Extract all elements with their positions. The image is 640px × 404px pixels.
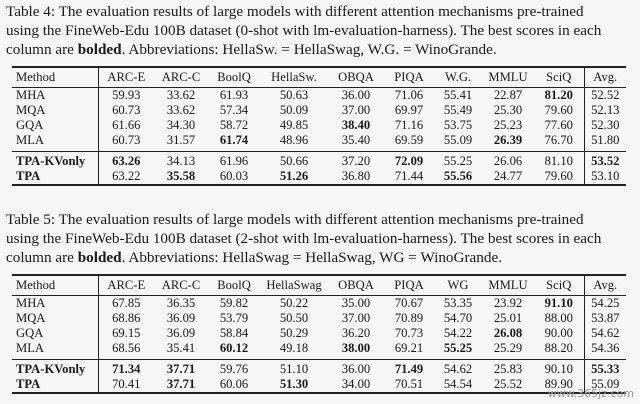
score-cell: 61.93 — [219, 88, 249, 102]
score-cell: 69.59 — [394, 133, 424, 147]
score-cell: 70.89 — [394, 311, 424, 325]
score-cell: 79.60 — [544, 103, 573, 117]
score-cell: 71.49 — [384, 360, 434, 378]
caption-line: using the FineWeb-Edu 100B dataset (2-shot with lm-evaluation-harness). The best scores in each — [6, 230, 602, 247]
score-cell: 54.70 — [443, 311, 473, 325]
score-cell: 33.62 — [166, 88, 196, 102]
score-cell: 53.79 — [219, 311, 249, 325]
method-name: TPA-KVonly — [12, 360, 98, 378]
score-cell: 60.03 — [208, 169, 260, 185]
caption-line: using the FineWeb-Edu 100B dataset (0-shot with lm-evaluation-harness). The best scores in each — [6, 22, 602, 39]
score-cell: 58.84 — [219, 326, 249, 340]
score-cell: 77.60 — [544, 118, 573, 132]
score-cell: 57.34 — [219, 103, 249, 117]
score-cell: 37.00 — [341, 103, 371, 117]
column-header: BoolQ — [217, 278, 251, 292]
score-cell: 68.86 — [98, 311, 154, 326]
score-cell: 35.41 — [166, 341, 196, 355]
score-cell: 88.20 — [544, 341, 573, 355]
score-cell: 69.97 — [394, 103, 424, 117]
column-header: ARC-E — [98, 67, 154, 88]
score-cell: 58.72 — [219, 118, 249, 132]
score-cell: 59.93 — [98, 88, 154, 104]
score-cell: 37.71 — [154, 360, 208, 378]
score-cell: 60.73 — [98, 103, 154, 118]
score-cell: 25.30 — [493, 103, 523, 117]
score-cell: 37.20 — [328, 152, 384, 170]
score-cell: 34.00 — [328, 377, 384, 393]
score-cell: 50.09 — [279, 103, 309, 117]
score-cell: 67.85 — [98, 296, 154, 312]
score-cell: 70.67 — [394, 296, 424, 310]
score-cell: 68.56 — [98, 341, 154, 360]
score-cell: 54.54 — [434, 377, 482, 393]
score-cell: 26.06 — [482, 152, 534, 170]
score-cell: 35.58 — [154, 169, 208, 185]
score-cell: 81.20 — [544, 88, 573, 102]
score-cell: 37.00 — [341, 311, 371, 325]
table-row — [12, 152, 626, 170]
score-cell: 61.74 — [219, 133, 249, 147]
score-cell: 54.36 — [584, 341, 626, 360]
score-cell: 50.66 — [260, 152, 328, 170]
score-cell: 63.22 — [98, 169, 154, 185]
table-row — [12, 311, 626, 326]
score-cell: 52.30 — [584, 118, 626, 133]
score-cell: 76.70 — [544, 133, 573, 147]
table-row — [12, 360, 626, 378]
column-header: ARC-C — [161, 278, 201, 292]
score-cell: 33.62 — [166, 103, 196, 117]
score-cell: 90.00 — [544, 326, 573, 340]
score-cell: 70.41 — [98, 377, 154, 393]
method-name: TPA-KVonly — [12, 152, 98, 170]
score-cell: 54.25 — [584, 296, 626, 312]
column-header: Method — [16, 70, 56, 84]
score-cell: 25.29 — [493, 341, 523, 355]
table-row — [12, 103, 626, 118]
column-header: ARC-E — [98, 275, 154, 296]
column-header: W.G. — [444, 70, 472, 84]
column-header: SciQ — [546, 278, 572, 292]
column-header: WG — [447, 278, 469, 292]
table-row — [12, 326, 626, 341]
table-row — [12, 377, 626, 393]
score-cell: 55.33 — [584, 360, 626, 378]
table-row — [12, 133, 626, 152]
score-cell: 60.12 — [219, 341, 249, 355]
score-cell: 52.13 — [584, 103, 626, 118]
score-cell: 91.10 — [544, 296, 573, 310]
score-cell: 49.85 — [279, 118, 309, 132]
score-cell: 59.82 — [219, 296, 249, 310]
method-name: MQA — [16, 311, 46, 325]
score-cell: 55.56 — [434, 169, 482, 185]
column-header: BoolQ — [217, 70, 251, 84]
score-cell: 50.29 — [279, 326, 309, 340]
score-cell: 26.08 — [493, 326, 523, 340]
score-cell: 53.52 — [584, 152, 626, 170]
column-header: HellaSwag — [266, 278, 322, 292]
score-cell: 26.39 — [493, 133, 523, 147]
score-cell: 36.35 — [166, 296, 196, 310]
score-cell: 71.34 — [98, 360, 154, 378]
score-cell: 55.49 — [443, 103, 473, 117]
method-name: MLA — [16, 341, 44, 355]
method-name: GQA — [16, 326, 44, 340]
score-cell: 81.10 — [534, 152, 584, 170]
table-4-caption — [6, 2, 636, 59]
score-cell: 38.40 — [341, 118, 371, 132]
score-cell: 55.41 — [443, 88, 473, 102]
score-cell: 51.10 — [260, 360, 328, 378]
table-row — [12, 169, 626, 185]
score-cell: 61.66 — [98, 118, 154, 133]
score-cell: 79.60 — [534, 169, 584, 185]
score-cell: 34.13 — [154, 152, 208, 170]
score-cell: 70.73 — [394, 326, 424, 340]
method-name: GQA — [16, 118, 44, 132]
score-cell: 54.62 — [434, 360, 482, 378]
score-cell: 61.96 — [208, 152, 260, 170]
table-row — [12, 341, 626, 360]
column-header: HellaSw. — [271, 70, 317, 84]
score-cell: 60.73 — [98, 133, 154, 152]
column-header: ARC-C — [161, 70, 201, 84]
table-5-caption — [6, 210, 636, 267]
score-cell: 36.00 — [328, 360, 384, 378]
score-cell: 53.87 — [584, 311, 626, 326]
score-cell: 51.26 — [260, 169, 328, 185]
watermark: www.365jz.com — [547, 387, 634, 400]
score-cell: 53.10 — [584, 169, 626, 185]
score-cell: 36.80 — [328, 169, 384, 185]
table-row — [12, 88, 626, 104]
score-cell: 25.01 — [493, 311, 523, 325]
method-name: MQA — [16, 103, 46, 117]
caption-bold-word: bolded — [77, 249, 122, 266]
score-cell: 55.09 — [584, 377, 626, 393]
score-cell: 38.00 — [341, 341, 371, 355]
score-cell: 25.23 — [493, 118, 523, 132]
score-cell: 48.96 — [279, 133, 309, 147]
score-cell: 36.09 — [166, 311, 196, 325]
column-header: SciQ — [546, 70, 572, 84]
method-name: MLA — [16, 133, 44, 147]
score-cell: 35.40 — [341, 133, 371, 147]
score-cell: 70.51 — [384, 377, 434, 393]
score-cell: 89.90 — [534, 377, 584, 393]
table-header-row — [12, 67, 626, 88]
column-header: Avg. — [584, 67, 626, 88]
score-cell: 24.77 — [482, 169, 534, 185]
column-header: MMLU — [488, 70, 528, 84]
score-cell: 34.30 — [166, 118, 196, 132]
method-name: MHA — [16, 88, 46, 102]
score-cell: 50.50 — [279, 311, 309, 325]
table-row — [12, 296, 626, 312]
score-cell: 22.87 — [493, 88, 523, 102]
column-header: OBQA — [338, 278, 374, 292]
score-cell: 50.63 — [279, 88, 309, 102]
score-cell: 71.44 — [384, 169, 434, 185]
column-header: Method — [16, 278, 56, 292]
score-cell: 37.71 — [154, 377, 208, 393]
score-cell: 36.20 — [341, 326, 371, 340]
column-header: PIQA — [394, 70, 424, 84]
score-cell: 25.83 — [482, 360, 534, 378]
score-cell: 71.16 — [394, 118, 424, 132]
results-table-2shot — [12, 274, 626, 394]
score-cell: 90.10 — [534, 360, 584, 378]
score-cell: 60.06 — [208, 377, 260, 393]
column-header: MMLU — [488, 278, 528, 292]
score-cell: 88.00 — [544, 311, 573, 325]
score-cell: 55.25 — [434, 152, 482, 170]
score-cell: 69.21 — [394, 341, 424, 355]
score-cell: 50.22 — [279, 296, 309, 310]
caption-bold-word: bolded — [77, 41, 122, 58]
score-cell: 55.09 — [443, 133, 473, 147]
score-cell: 69.15 — [98, 326, 154, 341]
caption-line: column are bolded. Abbreviations: HellaSwag = HellaSwag, WG = WinoGrande. — [6, 249, 502, 266]
score-cell: 51.80 — [584, 133, 626, 152]
score-cell: 54.62 — [584, 326, 626, 341]
score-cell: 36.00 — [341, 88, 371, 102]
caption-line: column are bolded. Abbreviations: HellaSw. = HellaSwag, W.G. = WinoGrande. — [6, 41, 497, 58]
results-table-0shot — [12, 66, 626, 186]
score-cell: 49.18 — [279, 341, 309, 355]
score-cell: 71.06 — [394, 88, 424, 102]
method-name: MHA — [16, 296, 46, 310]
score-cell: 35.00 — [341, 296, 371, 310]
score-cell: 23.92 — [493, 296, 523, 310]
score-cell: 36.09 — [166, 326, 196, 340]
table-row — [12, 118, 626, 133]
method-name: TPA — [12, 169, 98, 185]
score-cell: 31.57 — [166, 133, 196, 147]
score-cell: 54.22 — [443, 326, 473, 340]
column-header: Avg. — [584, 275, 626, 296]
score-cell: 25.52 — [482, 377, 534, 393]
method-name: TPA — [12, 377, 98, 393]
score-cell: 72.09 — [384, 152, 434, 170]
column-header: OBQA — [338, 70, 374, 84]
score-cell: 53.35 — [443, 296, 473, 310]
caption-line: Table 5: The evaluation results of large models with different attention mechanisms pre-trained — [6, 211, 584, 228]
score-cell: 63.26 — [98, 152, 154, 170]
column-header: PIQA — [394, 278, 424, 292]
score-cell: 52.52 — [584, 88, 626, 104]
table-header-row — [12, 275, 626, 296]
score-cell: 55.25 — [443, 341, 473, 355]
score-cell: 59.76 — [208, 360, 260, 378]
score-cell: 53.75 — [443, 118, 473, 132]
score-cell: 51.30 — [260, 377, 328, 393]
caption-line: Table 4: The evaluation results of large models with different attention mechanisms pre-trained — [6, 3, 584, 20]
